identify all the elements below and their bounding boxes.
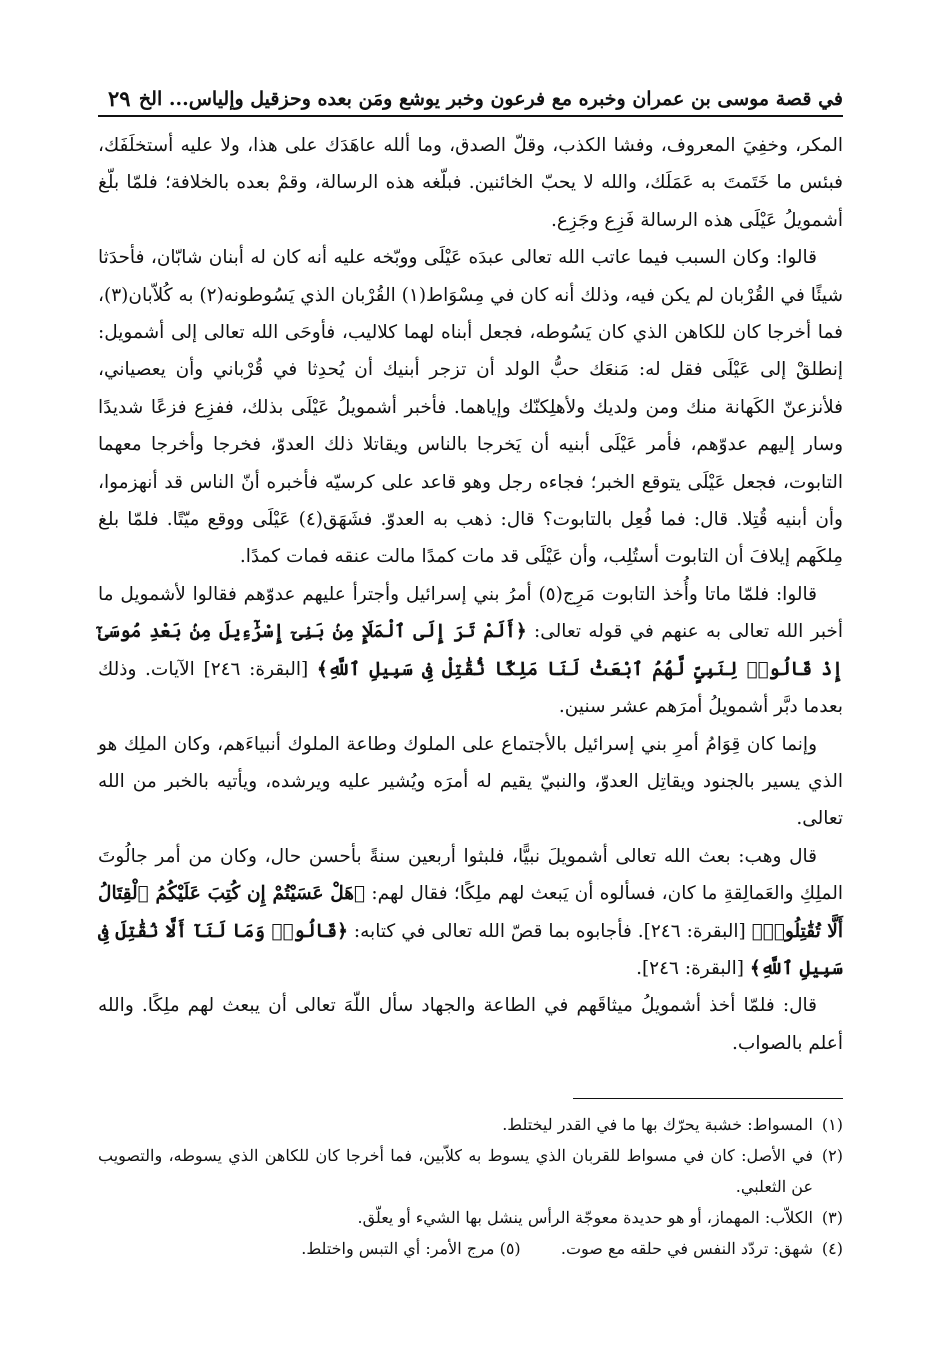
footnote-number: (١) [821,1115,843,1135]
paragraph-3-text: قالوا: فلمّا ماتا وأُخذ التابوت مَرِج(٥) أمرُ بني إسرائيل وأجترأ عليهم عدوّهم فقالوا لأشمويل ما أخبر الله تعالى به عنهم في قوله تعالى: [98,583,843,643]
footnote-number: (٢) [821,1146,843,1166]
paragraph-6: قال: فلمّا أخذ أشمويلُ ميثاقَهم في الطاعة والجهاد سأل اللّهَ تعالى أن يبعث لهم ملِكًا. والله أعلم بالصواب. [98,995,843,1054]
footnote-text: شهق: تردّد النفس في حلقه مع صوت. [560,1239,813,1259]
running-title: في قصة موسى بن عمران وخبره مع فرعون وخبر يوشع ومَن بعده وحزقيل وإلياس... الخ [138,88,843,111]
paragraph-5-text: قال وهب: بعث الله تعالى أشمويلَ نبيًّا، فلبثوا أربعين سنةً بأحسن حال، وكان من أمر جالُوتَ الملِكِ والعَمالِقةِ ما كان، فسألوه أن يَبعث لهم ملِكًا؛ فقال لهم: [98,845,843,905]
footnote-number: (٣) [821,1208,843,1228]
footnote-divider [573,1098,843,1099]
paragraph-1: المكر، وخفِيَ المعروف، وفشا الكذب، وقلّ الصدق، وما ألله عاهَدَك على هذا، ولا عليه أستخلَفَك، فبئس ما خَتَمتَ به عَمَلَك، والله لا يحبّ الخائنين. فبلّغه هذه الرسالة، وقمْ بعده بالخلافة؛ فلمّا بلّغ أشمويلُ عَيْلَى هذه الرسالة فَزِع وجَزِع. [98,135,843,231]
footnote-number: (٤) [821,1239,843,1259]
paragraph-5-reference: [البقرة: ٢٤٦]. [636,957,744,979]
footnote-4-5 [98,1233,843,1264]
footnotes [98,1109,843,1264]
paragraph-5-middle: [البقرة: ٢٤٦]. فأجابوه بما قصّ الله تعالى في كتابه: [353,920,746,942]
paragraph-3-reference: [البقرة: ٢٤٦] الآيات. وذلك بعدما دبَّر أشمويلُ أمرَهم عشر سنين. [98,658,843,718]
footnote-text: في الأصل: كان في مسواط للقربان الذي يسوط به كلاّبين، فما أخرجا كان للكاهن الذي يسوطه، والتصويب عن الثعلبي. [98,1146,813,1197]
main-text [98,127,843,1062]
footnote-text: الكلاّب: المهماز، أو هو حديدة معوجّة الرأس ينشل بها الشيء أو يعلّق. [357,1208,813,1228]
paragraph-5 [98,838,843,988]
quran-verse-2: ﴿هَلْ عَسَيْتُمْ إِن كُتِبَ عَلَيْكُمُ ٱلْقِتَالُ أَلَّا تُقَٰتِلُوا۟﴾ [98,883,843,942]
quran-verse-1: ﴿أَلَمْ تَرَ إِلَى ٱلْمَلَإِ مِنۢ بَنِىٓ إِسْرَٰٓءِيلَ مِنۢ بَعْدِ مُوسَىٰٓ إِذْ قَالُوا۟ لِنَبِىٍّ لَّهُمُ ٱبْعَثْ لَنَا مَلِكًا نُّقَٰتِلْ فِى سَبِيلِ ٱللَّهِ﴾ [98,621,844,680]
paragraph-3 [98,576,843,726]
running-header [98,76,843,117]
footnote-number: (٥) [499,1239,521,1259]
footnote-3 [98,1202,843,1233]
quran-verse-3: ﴿قَالُوا۟ وَمَا لَنَآ أَلَّا نُقَٰتِلَ فِى سَبِيلِ ٱللَّهِ﴾ [98,920,843,979]
footnote-combined-line [98,1233,813,1264]
footnote-text: المسواط: خشبة يحرّك بها ما في القدر ليختلط. [502,1115,813,1135]
footnote-1 [98,1109,843,1140]
footnote-2 [98,1140,843,1202]
footnote-text: مرج الأمر: أي التبس واختلط. [301,1239,495,1259]
paragraph-2: قالوا: وكان السبب فيما عاتب الله تعالى عبدَه عَيْلَى ووبّخه عليه أنه كان له أبنان شابّان، فأحدَثا شيئًا في القُرْبان لم يكن فيه، وذلك أنه كان في مِسْوَاط(١) القُرْبان الذي يَسُوطونه(٢) به كُلاّبان(٣)، فما أخرجا كان للكاهن الذي كان يَسُوطه، فجعل أبناه لهما كلاليب، فأوحَى الله تعالى إلى أشمويل: إنطلقْ إلى عَيْلَى فقل له: مَنعَك حبُّ الولد أن تزجر أبنيك أن يُحدِثا في قُرْباني وأن يعصياني، فلأنزعنّ الكَهانة منك ومن ولديك ولأهلِكنّك وإياهما. فأخبر أشمويلُ عَيْلَى بذلك، ففزِع فزعًا شديدًا وسار إليهم عدوّهم، فأمر عَيْلَى أبنيه أن يَخرجا بالناس ويقاتلا ذلك العدوّ، فخرجا وأخرجا معهما التابوت، فجعل عَيْلَى يتوقع الخبر؛ فجاءه رجل وهو قاعد على كرسيّه فأخبره أنّ الناس قد أنهزموا، وأن أبنيه قُتِلا. قال: فما فُعِل بالتابوت؟ قال: ذهب به العدوّ. فشَهَق(٤) عَيْلَى ووقع ميّتًا. فلمّا بلغ مِلكَهم إيلافَ أن التابوت أستُلِب، وأن عَيْلَى قد مات كمدًا مالت عنقه فمات كمدًا. [98,247,844,568]
page-number: ٢٩ [108,85,131,111]
paragraph-4: وإنما كان قِوَامُ أمرِ بني إسرائيل بالأجتماع على الملوك وطاعة الملوك أنبياءَهم، وكان الملِك هو الذي يسير بالجنود ويقاتِل العدوّ، والنبيّ يقيم له أمرَه ويُشير عليه ويرشده، ويأتيه بالخبر من الله تعالى. [98,733,843,830]
book-page [98,76,843,1326]
